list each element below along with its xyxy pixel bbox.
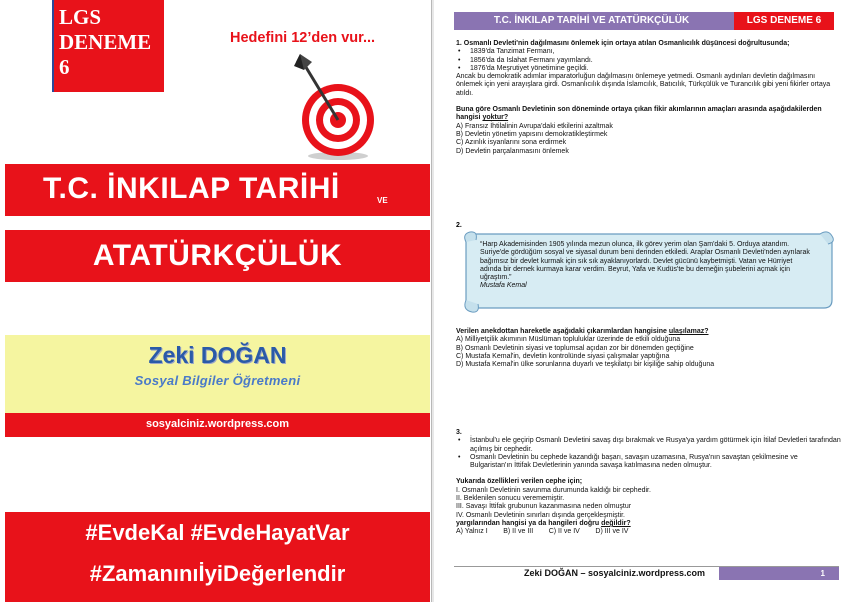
- q2-quote-author: Mustafa Kemal: [480, 282, 527, 290]
- q1-option-b[interactable]: B) Devletin yönetim yapısını demokratikleştirmek: [456, 130, 608, 138]
- title-band: [0, 162, 430, 298]
- q3-question-text: yargılarından hangisi ya da hangileri doğru: [456, 519, 602, 527]
- author-name: Zeki DOĞAN: [148, 342, 287, 368]
- q1-option-d[interactable]: D) Devletin parçalanmasını önlemek: [456, 147, 569, 155]
- question-3: [456, 429, 841, 537]
- q2-option-c[interactable]: C) Mustafa Kemal'in, devletin kontrolünde siyasi çalışmalar yaptığına: [456, 352, 670, 360]
- q3-statement: I. Osmanlı Devletinin savunma durumunda kaldığı bir cephedir.: [456, 486, 651, 494]
- q3-statement: II. Beklenilen sonucu verememiştir.: [456, 495, 565, 503]
- list-item: • İstanbul'u ele geçirip Osmanlı Devletini savaş dışı bırakmak ve Rusya'ya yardım götürmek için İtilaf Devletleri tarafından açılmış bir cephedir.: [456, 437, 841, 454]
- website-text: sosyalciniz.wordpress.com: [145, 418, 290, 430]
- q2-option-d[interactable]: D) Mustafa Kemal'in ülke sorunlarına duyarlı ve teşkilatçı bir kişiliğe sahip olduğuna: [456, 361, 715, 369]
- q1-option-a[interactable]: A) Fransız İhtilalinin Avrupa'daki etkilerini azaltmak: [456, 122, 613, 130]
- list-item: • 1876'da Meşrutiyet yönetimine geçildi.: [456, 65, 841, 73]
- q1-question: [456, 106, 841, 123]
- title-ve: VE: [377, 196, 388, 205]
- dartboard-target-icon: [290, 50, 380, 162]
- lgs-label-line-2: DENEME: [59, 30, 152, 54]
- q3-number: 3.: [456, 429, 462, 436]
- q1-context: Ancak bu demokratik adımlar imparatorluğun dağılmasını önlemeye yetmedi. Osmanlı aydınları devletin dağılmasını önlemek için yeni arayışlara girdi. Osmanlıcılık dışında İslamcılık, Batıcılık, Türkçülük ve Turancılık gibi yeni fikirler ortaya atıldı.: [456, 73, 831, 97]
- exam-header-title: T.C. İNKILAP TARİHİ VE ATATÜRKÇÜLÜK: [493, 15, 690, 26]
- q3-statement: III. Savaşı İttifak grubunun kazanmasına neden olmuştur: [456, 503, 632, 511]
- page-number: 1: [820, 569, 825, 578]
- q2-question-text: Verilen anekdottan hareketle aşağıdaki çıkarımlardan hangisine: [456, 328, 669, 335]
- exam-page: [434, 0, 859, 602]
- author-role: Sosyal Bilgiler Öğretmeni: [134, 373, 301, 388]
- q1-question-emphasis: yoktur?: [482, 114, 509, 122]
- q2-number: 2.: [456, 222, 462, 229]
- q3-question: [456, 520, 841, 528]
- q2-question: [456, 328, 841, 336]
- q1-option-c[interactable]: C) Azınlık isyanlarını sona erdirmek: [456, 139, 567, 147]
- q2-quote-text: “Harp Akademisinden 1905 yılında mezun olunca, ilk görev yerim olan Şam'daki 5. Orduya atandım. Suriye'de gördüğüm sosyal ve siyasal durum beni derinden etkiledi. Araplar Osmanlı Devleti'nden ayrılarak bağımsız bir devlet kurmak için sık sık ayaklanıyorlardı. Devlet gücünü kaybetmişti. Vatan ve Hürriyet adında bir dernek kurmaya karar verdim. Beyrut, Yafa ve Kudüs'te bu derneğin şubelerini açmak için uğraştım.”: [480, 241, 810, 282]
- q2-quote: [480, 241, 810, 291]
- hashtag-2: #ZamanınıİyiDeğerlendir: [89, 561, 346, 586]
- exam-header: [454, 12, 834, 30]
- lgs-label-line-1: LGS: [59, 5, 102, 29]
- title-bar-1: [5, 164, 430, 216]
- website-band: [5, 413, 430, 437]
- q1-bullets: [456, 48, 841, 73]
- hashtag-band: [5, 512, 430, 602]
- q2-option-b[interactable]: B) Osmanlı Devletinin siyasi ve toplumsal açıdan zor bir dönemden geçtiğine: [456, 344, 694, 352]
- list-item: • 1839'da Tanzimat Fermanı,: [456, 48, 841, 56]
- q3-bullets: [456, 437, 841, 470]
- author-band: [5, 335, 430, 413]
- q3-prompt: Yukarıda özellikleri verilen cephe için;: [456, 478, 583, 486]
- hashtag-1: #EvdeKal #EvdeHayatVar: [85, 520, 350, 545]
- title-bar-2: [5, 230, 430, 282]
- q2-question-emphasis: ulaşılamaz?: [668, 328, 709, 335]
- q3-options[interactable]: A) Yalnız I B) II ve III C) II ve IV D) III ve IV: [456, 528, 629, 536]
- question-1: [456, 40, 841, 156]
- slogan: Hedefini 12’den vur...: [230, 30, 376, 46]
- q3-statement: IV. Osmanlı Devletinin sınırları dışında gerçekleşmiştir.: [456, 511, 625, 519]
- exam-header-badge: LGS DENEME 6: [734, 12, 834, 30]
- q1-question-text: Buna göre Osmanlı Devletinin son döneminde ortaya çıkan fikir akımlarının amaçları arasında aşağıdakilerden hangisi: [456, 106, 822, 122]
- q2-option-a[interactable]: A) Milliyetçilik akımının Müslüman topluluklar üzerinde de etkili olduğuna: [456, 336, 681, 344]
- lgs-deneme-label: [52, 0, 164, 92]
- question-2: [456, 328, 841, 369]
- list-item: • Osmanlı Devletinin bu cephede kazandığı başarı, savaşın uzamasına, Rusya'nın savaştan çekilmesine ve Bulgaristan'ın İttifak Devletlerinin yanında savaşa katılmasına neden olmuştur.: [456, 454, 841, 471]
- title-line-1: T.C. İNKILAP TARİHİ: [43, 172, 340, 205]
- q3-question-emphasis: değildir?: [601, 519, 631, 527]
- footer-text: Zeki DOĞAN – sosyalciniz.wordpress.com: [524, 568, 706, 578]
- page-number-bar: [719, 567, 839, 580]
- title-line-2: ATATÜRKÇÜLÜK: [92, 239, 343, 272]
- q1-stem: 1. Osmanlı Devleti'nin dağılmasını önlemek için ortaya atılan Osmanlıcılık düşüncesi doğrultusunda;: [456, 40, 790, 47]
- list-item: • 1856'da da Islahat Fermanı yayımlandı.: [456, 57, 841, 65]
- lgs-label-line-3: 6: [59, 55, 70, 79]
